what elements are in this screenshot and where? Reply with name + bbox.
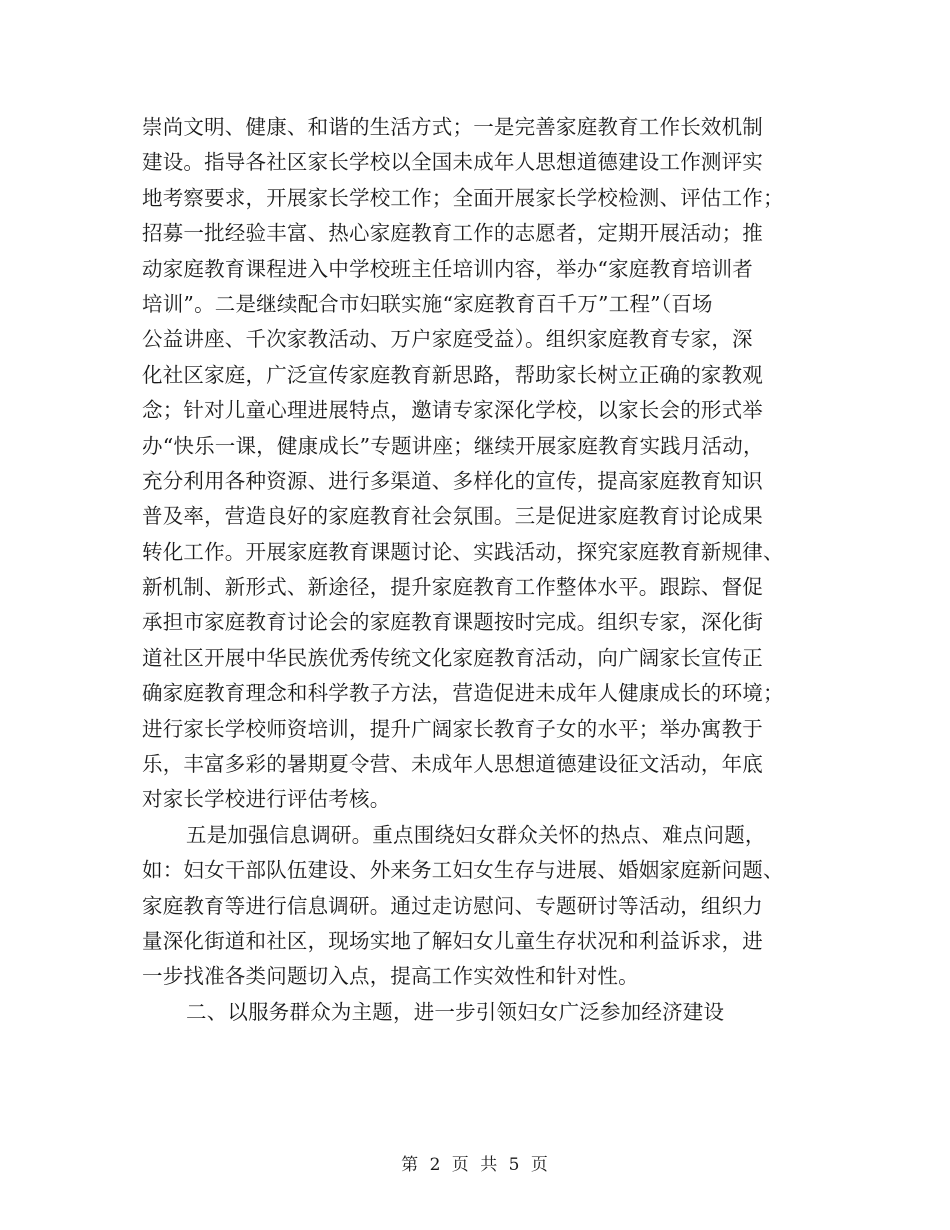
paragraph-2 bbox=[142, 818, 812, 995]
text-line: 五是加强信息调研。重点围绕妇女群众关怀的热点、难点问题， bbox=[186, 822, 766, 847]
page-total: 5 bbox=[508, 1155, 521, 1175]
page-number-footer bbox=[0, 1150, 950, 1175]
text-line: 一步找准各类问题切入点，提高工作实效性和针对性。 bbox=[142, 964, 639, 989]
footer-suffix: 页 bbox=[530, 1155, 549, 1175]
text-line: 转化工作。开展家庭教育课题讨论、实践活动，探究家庭教育新规律、 bbox=[142, 539, 784, 564]
text-line: 道社区开展中华民族优秀传统文化家庭教育活动，向广阔家长宣传正 bbox=[142, 645, 763, 670]
text-line: 地考察要求，开展家长学校工作；全面开展家长学校检测、评估工作； bbox=[142, 185, 784, 210]
text-line: 化社区家庭，广泛宣传家庭教育新思路，帮助家长树立正确的家教观 bbox=[142, 362, 763, 387]
text-line: 如：妇女干部队伍建设、外来务工妇女生存与进展、婚姻家庭新问题、 bbox=[142, 858, 784, 883]
text-line: 乐，丰富多彩的暑期夏令营、未成年人思想道德建设征文活动，年底 bbox=[142, 752, 763, 777]
text-line: 对家长学校进行评估考核。 bbox=[142, 787, 391, 812]
text-line: 进行家长学校师资培训，提升广阔家长教育子女的水平；举办寓教于 bbox=[142, 716, 763, 741]
footer-total-prefix: 共 bbox=[480, 1155, 499, 1175]
text-line: 念；针对儿童心理进展特点，邀请专家深化学校，以家长会的形式举 bbox=[142, 398, 763, 423]
text-line: 公益讲座、千次家教活动、万户家庭受益）。组织家庭教育专家，深 bbox=[142, 327, 753, 352]
heading-line: 二、以服务群众为主题，进一步引领妇女广泛参加经济建设 bbox=[186, 999, 725, 1024]
text-line: 建设。指导各社区家长学校以全国未成年人思想道德建设工作测评实 bbox=[142, 150, 763, 175]
text-line: 招募一批经验丰富、热心家庭教育工作的志愿者，定期开展活动；推 bbox=[142, 221, 763, 246]
text-line: 承担市家庭教育讨论会的家庭教育课题按时完成。组织专家，深化街 bbox=[142, 610, 763, 635]
footer-prefix: 第 bbox=[401, 1155, 420, 1175]
text-line: 家庭教育等进行信息调研。通过走访慰问、专题研讨等活动，组织力 bbox=[142, 893, 763, 918]
text-line: 新机制、新形式、新途径，提升家庭教育工作整体水平。跟踪、督促 bbox=[142, 575, 763, 600]
text-line: 办“快乐一课，健康成长”专题讲座；继续开展家庭教育实践月活动， bbox=[142, 433, 764, 458]
text-line: 确家庭教育理念和科学教子方法，营造促进未成年人健康成长的环境； bbox=[142, 681, 784, 706]
text-line: 培训”。二是继续配合市妇联实施“家庭教育百千万”工程”（百场 bbox=[142, 291, 713, 316]
body-text bbox=[142, 110, 812, 1030]
footer-mid: 页 bbox=[451, 1155, 470, 1175]
text-line: 量深化街道和社区，现场实地了解妇女儿童生存状况和利益诉求，进 bbox=[142, 928, 763, 953]
text-line: 充分利用各种资源、进行多渠道、多样化的宣传，提高家庭教育知识 bbox=[142, 468, 763, 493]
text-line: 崇尚文明、健康、和谐的生活方式；一是完善家庭教育工作长效机制 bbox=[142, 115, 763, 139]
section-heading bbox=[142, 995, 812, 1030]
text-line: 动家庭教育课程进入中学校班主任培训内容，举办“家庭教育培训者 bbox=[142, 256, 753, 281]
page-current: 2 bbox=[429, 1155, 442, 1175]
text-line: 普及率，营造良好的家庭教育社会氛围。三是促进家庭教育讨论成果 bbox=[142, 504, 763, 529]
paragraph-1 bbox=[142, 110, 812, 818]
